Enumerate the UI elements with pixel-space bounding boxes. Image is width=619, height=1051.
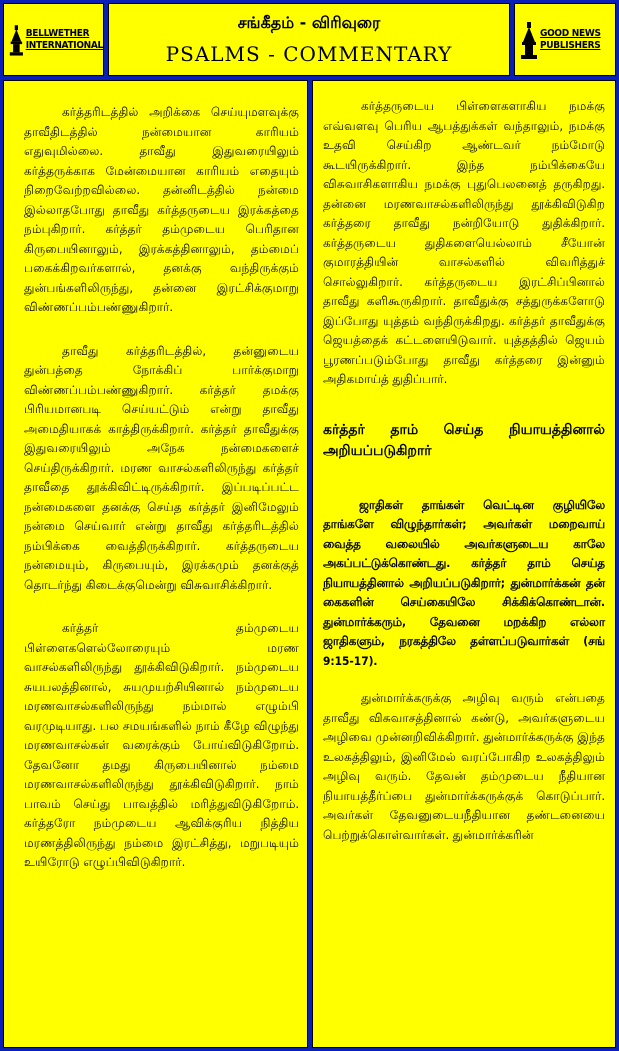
right-paragraph-1: கர்த்தருடைய பிள்ளைகளாகிய நமக்கு எவ்வளவு பெரிய ஆபத்துக்கள் வந்தாலும், நமக்கு உதவி செய்கிற ஆண்டவர் நம்மோடு கூடயிருக்கிறார். இந்த நம்பிக்கையே விசுவாசிகளாகிய நமக்கு புதுபெலனைத் தருகிறது. தன்னை மரணவாசல்களிலிருந்து தூக்கிவிடுகிற கர்த்தரை தாவீது நன்றியோடு துதிக்கிறார். கர்த்தருடைய துதிகளையெல்லாம் சீயோன் குமாரத்தியின் வாசல்களில் விவரித்துச் சொல்லுகிறார். கர்த்தருடைய இரட்சிப்பினால் தாவீது களிகூருகிறார். தாவீதுக்கு சத்துருக்களோடு இப்போது யுத்தம் வந்திருக்கிறது. கர்த்தர் தாவீதுக்கு ஜெயத்தைக் கட்டளையிடுவார். யுத்தத்தில் ஜெயம் பூரணப்படும்போது தாவீது கர்த்தரை இன்னும் அதிகமாய்த் துதிப்பார்.	[323, 99, 605, 386]
good-news-line2: PUBLISHERS	[540, 39, 601, 51]
bellwether-logo	[3, 3, 104, 76]
bellwether-icon	[9, 20, 24, 60]
title-tamil: சங்கீதம் - விரிவுரை	[237, 13, 381, 32]
left-paragraph-2: தாவீது கர்த்தரிடத்தில், தன்னுடைய துன்பத்தை நோக்கிப் பார்க்குமாறு விண்ணப்பம்பண்ணுகிறார். கர்த்தர் தமக்கு பிரியமானபடி செய்யட்டும் என்று தாவீது அமைதியாகக் காத்திருக்கிறார். கர்த்தர் தாவீதுக்கு இதுவரையிலும் அநேக நன்மைகளைச் செய்திருக்கிறார். மரண வாசல்களிலிருந்து கர்த்தர் தாவீதை தூக்கிவிட்டிருக்கிறார். இப்படிப்பட்ட நன்மைகளை தனக்கு செய்த கர்த்தர் இனிமேலும் நன்மை செய்வார் என்று தாவீது கர்த்தரிடத்தில் நம்பிக்கை வைத்திருக்கிறார். கர்த்தருடைய நன்மையும், கிருபையும், இரக்கமும் தனக்குத் தொடர்ந்து கிடைக்குமென்று விசுவாசிக்கிறார்.	[24, 343, 299, 592]
title-english: PSALMS - COMMENTARY	[165, 42, 453, 66]
page-header	[108, 3, 510, 76]
right-column	[312, 80, 616, 1048]
left-paragraph-1: கர்த்தரிடத்தில் அறிக்கை செய்யுமளவுக்கு தாவீதிடத்தில் நன்மையான காரியம் எதுவுமில்லை. தாவீது இதுவரையிலும் கர்த்தருக்காக மேன்மையான காரியம் எதையும் நிறைவேற்றவில்லை. தன்னிடத்தில் நன்மை இல்லாதபோது தாவீது கர்த்தருடைய இரக்கத்தை நம்புகிறார். கர்த்தர் தம்முடைய பெரிதான கிருபையினாலும், இரக்கத்தினாலும், தம்மைப் பகைக்கிறவர்களால், தனக்கு வந்திருக்கும் துன்பங்களிலிருந்து, தன்னை இரட்சிக்குமாறு விண்ணப்பம்பண்ணுகிறார்.	[24, 105, 299, 314]
scripture-quote: ஜாதிகள் தாங்கள் வெட்டின குழியிலே தாங்களே விழுந்தார்கள்; அவர்கள் மறைவாய் வைத்த வலையில் அவர்களுடைய காலே அகப்பட்டுக்கொண்டது. கர்த்தர் தாம் செய்த நியாயத்தினால் அறியப்படுகிறார்; துன்மார்க்கன் தன் கைகளின் செய்கையிலே சிக்கிக்கொண்டான். துன்மார்க்கரும், தேவனை மறக்கிற எல்லா ஜாதிகளும், நரகத்திலே தள்ளப்படுவார்கள் (சங் 9:15-17).	[323, 497, 605, 668]
section-heading: கர்த்தர் தாம் செய்த நியாயத்தினால் அறியப்படுகிறார்	[323, 421, 605, 459]
right-paragraph-2: துன்மார்க்கருக்கு அழிவு வரும் என்பதை தாவீது விசுவாசத்தினால் கண்டு, அவர்களுடைய அழிவை முன்னறிவிக்கிறார். துன்மார்க்கருக்கு இந்த உலகத்திலும், இனிமேல் வரப்போகிற உலகத்திலும் அழிவு வரும். தேவன் தம்முடைய நீதியான நியாயத்தீர்ப்பை துன்மார்க்கருக்குக் கொடுப்பார். அவர்கள் தேவனுடையநீதியான தண்டனையை பெற்றுக்கொள்வார்கள். துன்மார்க்கரின்	[323, 691, 605, 842]
bellwether-line1: BELLWETHER	[25, 27, 90, 39]
good-news-logo	[514, 3, 616, 76]
good-news-icon	[520, 20, 538, 60]
bellwether-line2: INTERNATIONAL	[25, 39, 103, 51]
left-column	[3, 80, 308, 1048]
left-paragraph-3: கர்த்தர் தம்முடைய பிள்ளைகளெல்லோரையும் மரண வாசல்களிலிருந்து தூக்கிவிடுகிறார். நம்முடைய சுயபலத்தினால், சுயமுயற்சியினால் நம்முடைய மரணவாசல்களிலிருந்து நம்மால் எழும்பி வரமுடியாது. பல சமயங்களில் நாம் கீழே விழுந்து மரணவாசல்கள் வரைக்கும் போய்விடுகிறோம். தேவனோ தமது கிருபையினால் நம்மை மரணவாசல்களிலிருந்து தூக்கிவிடுகிறார். நாம் பாவம் செய்து பாவத்தில் மரித்துவிடுகிறோம். கர்த்தரோ நம்முடைய ஆவிக்குரிய நித்திய மரணத்திலிருந்து நம்மை இரட்சித்து, மறுபடியும் உயிரோடு எழுப்பிவிடுகிறார்.	[24, 621, 299, 869]
good-news-line1: GOOD NEWS	[540, 27, 601, 39]
